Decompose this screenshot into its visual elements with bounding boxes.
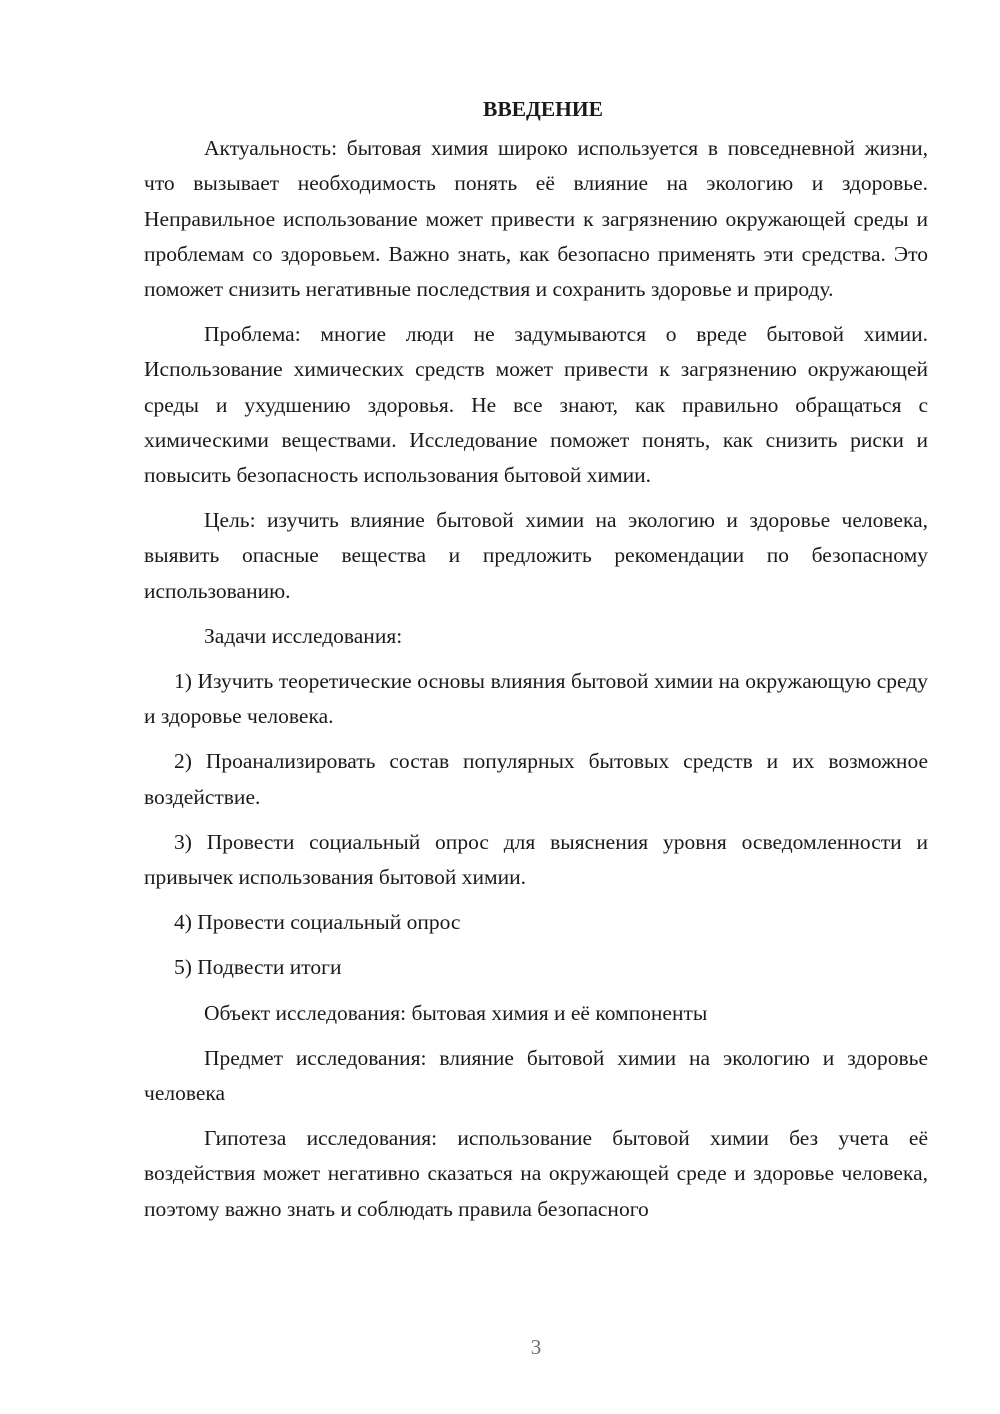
task-item-4: 4) Провести социальный опрос	[174, 910, 461, 935]
paragraph-relevance: Актуальность: бытовая химия широко используется в повседневной жизни, что вызывает необходимость понять её влияние на экологию и здоровье. Неправильное использование может привести к загрязнению окружающей среды и проблемам со здоровьем. Важно знать, как безопасно применять эти средства. Это поможет снизить негативные последствия и сохранить здоровье и природу.	[144, 136, 928, 302]
page-number: 3	[530, 1335, 542, 1359]
document-body	[144, 92, 928, 1237]
paragraph-subject: Предмет исследования: влияние бытовой химии на экологию и здоровье человека	[144, 1045, 928, 1106]
paragraph-hypothesis: Гипотеза исследования: использование бытовой химии без учета её воздействия может негативно сказаться на окружающей среде и здоровье человека, поэтому важно знать и соблюдать правила безопасного	[144, 1126, 928, 1221]
page-title: ВВЕДЕНИЕ	[483, 97, 603, 121]
paragraph-problem: Проблема: многие люди не задумываются о вреде бытовой химии. Использование химических средств может привести к загрязнению окружающей среды и ухудшению здоровья. Не все знают, как правильно обращаться с химическими веществами. Исследование поможет понять, как снизить риски и повысить безопасность использования бытовой химии.	[144, 322, 928, 488]
task-item-5: 5) Подвести итоги	[174, 955, 342, 980]
paragraph-tasks-heading: Задачи исследования:	[204, 623, 403, 648]
task-item-3: 3) Провести социальный опрос для выяснения уровня осведомленности и привычек использования бытовой химии.	[144, 829, 928, 890]
task-item-1: 1) Изучить теоретические основы влияния бытовой химии на окружающую среду и здоровье человека.	[144, 669, 928, 729]
task-item-2: 2) Проанализировать состав популярных бытовых средств и их возможное воздействие.	[144, 749, 928, 809]
paragraph-object: Объект исследования: бытовая химия и её компоненты	[204, 1000, 708, 1025]
paragraph-goal: Цель: изучить влияние бытовой химии на экологию и здоровье человека, выявить опасные вещества и предложить рекомендации по безопасному использованию.	[144, 508, 928, 603]
